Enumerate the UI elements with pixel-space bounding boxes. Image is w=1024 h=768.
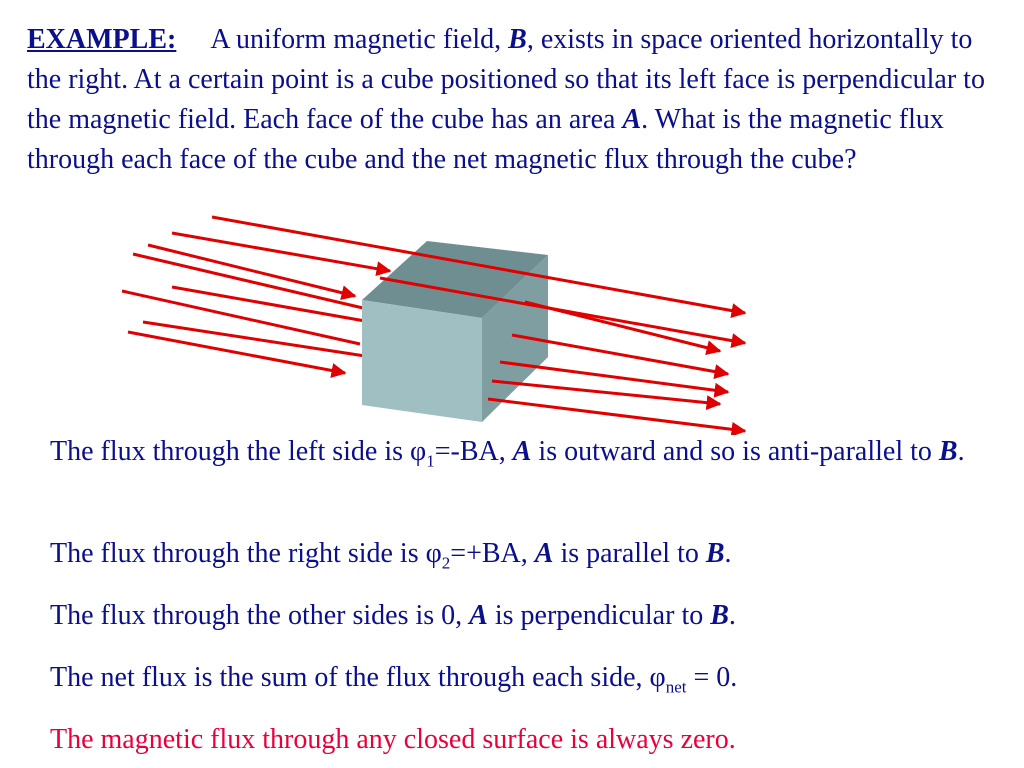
flux-left-side-line — [50, 432, 1010, 472]
line-text: is perpendicular to — [487, 600, 711, 631]
cube — [362, 241, 548, 422]
flux-right-side-line — [50, 534, 1010, 574]
example-problem — [27, 20, 1012, 180]
line-text: The flux through the left side is — [50, 436, 411, 467]
phi-subscript: 1 — [426, 451, 435, 471]
var-A: A — [512, 436, 532, 467]
example-label: EXAMPLE: — [27, 24, 177, 55]
var-B: B — [705, 538, 725, 569]
line-text: The flux through the other sides is 0, — [50, 600, 470, 631]
line-text: . — [957, 436, 965, 467]
line-text: The flux through the right side is — [50, 538, 426, 569]
problem-text-1: A uniform magnetic field, — [210, 24, 509, 55]
cube-front-face — [362, 300, 482, 422]
line-text: . — [724, 538, 732, 569]
var-A: A — [534, 538, 554, 569]
phi-subscript: 2 — [441, 553, 451, 573]
var-B: B — [938, 436, 958, 467]
flux-other-sides-line — [50, 596, 1010, 636]
var-B: B — [710, 600, 729, 631]
cube-in-field-diagram — [0, 205, 1024, 435]
field-line — [492, 381, 720, 404]
line-text: . — [728, 600, 736, 631]
phi-symbol: φ — [425, 538, 442, 569]
var-A: A — [622, 104, 642, 135]
conclusion-line — [50, 720, 1010, 760]
net-flux-line — [50, 658, 1010, 698]
var-A: A — [469, 600, 488, 631]
line-text: =+BA, — [450, 538, 535, 569]
phi-symbol: φ — [410, 436, 427, 467]
line-text: The net flux is the sum of the flux through each side, — [50, 662, 650, 693]
field-line — [172, 233, 390, 271]
line-text: = 0. — [686, 662, 738, 693]
problem-text-3: . What is the magnetic flux through each face of the cube and the net magnetic flux through the cube? — [27, 104, 944, 175]
line-text: is parallel to — [553, 538, 706, 569]
field-lines-back — [122, 233, 390, 373]
var-B: B — [508, 24, 527, 55]
field-line — [128, 332, 345, 373]
phi-subscript: net — [665, 677, 687, 697]
conclusion-text: The magnetic flux through any closed surface is always zero. — [50, 724, 736, 755]
problem-text-2: , exists in space oriented horizontally to the right. At a certain point is a cube positioned so that its left face is perpendicular to the magnetic field. Each face of the cube has an area — [27, 24, 985, 135]
line-text: is outward and so is anti-parallel to — [531, 436, 939, 467]
line-text: =-BA, — [434, 436, 513, 467]
phi-symbol: φ — [649, 662, 666, 693]
